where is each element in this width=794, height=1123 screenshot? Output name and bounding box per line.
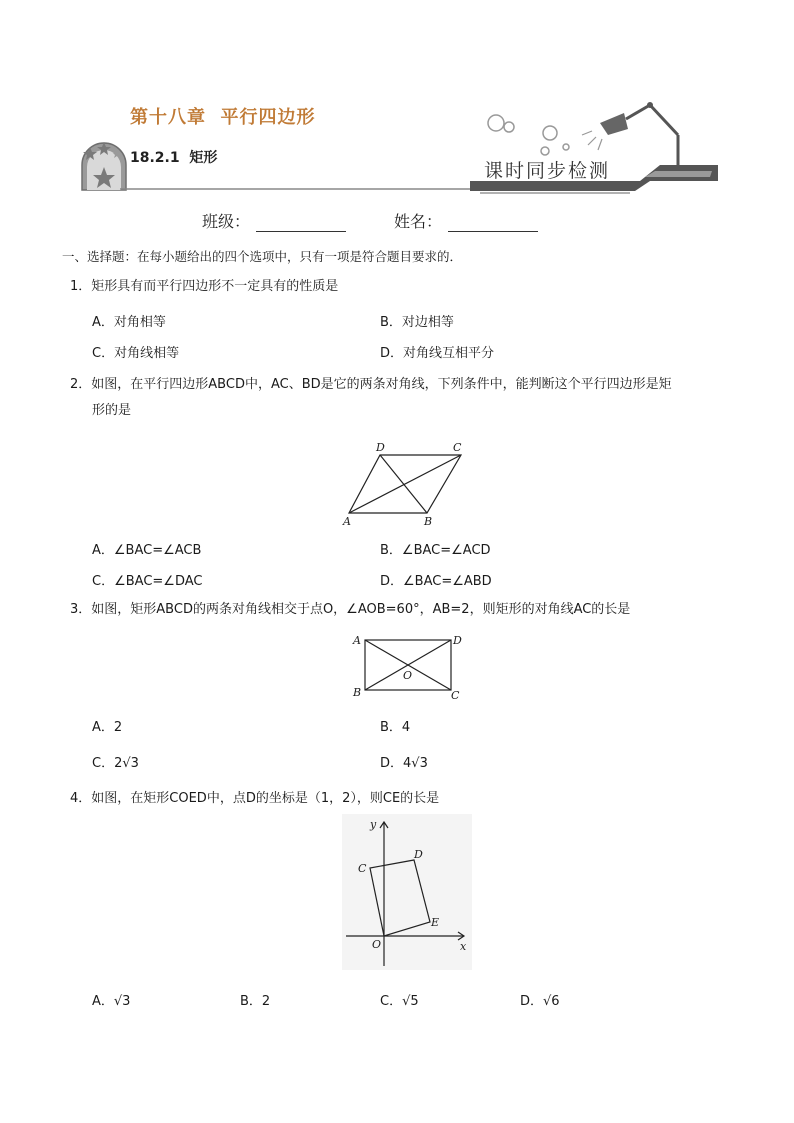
chapter-title: 第十八章 平行四边形 [130, 107, 316, 128]
option-a[interactable]: A．∠BAC=∠ACB [92, 543, 202, 558]
label-e: E [431, 916, 440, 929]
label-y: y [370, 818, 377, 831]
parallelogram-figure [335, 437, 475, 527]
section-instructions: 一、选择题：在每小题给出的四个选项中，只有一项是符合题目要求的． [62, 249, 463, 264]
question-1 [70, 274, 750, 300]
option-d[interactable]: D．∠BAC=∠ABD [380, 574, 492, 589]
label-b: B [424, 515, 433, 527]
star-badge-icon [82, 142, 126, 190]
question-text: 矩形具有而平行四边形不一定具有的性质是 [91, 279, 339, 294]
question-4 [70, 786, 750, 812]
question-text-line1: 如图，在平行四边形ABCD中，AC、BD是它的两条对角线，下列条件中，能判断这个平行四边形是矩 [91, 377, 672, 392]
option-d[interactable]: D．对角线互相平分 [380, 346, 495, 361]
option-b[interactable]: B．2 [240, 994, 271, 1009]
label-o: O [403, 669, 413, 682]
class-blank[interactable] [256, 215, 346, 232]
label-d: D [414, 848, 423, 861]
option-c[interactable]: C．2√3 [92, 756, 139, 771]
name-field[interactable] [394, 209, 538, 232]
class-label: 班级： [202, 212, 251, 231]
section-title: 18.2.1 矩形 [130, 150, 218, 166]
question-number: 4． [70, 791, 92, 806]
option-d[interactable]: D．√6 [520, 994, 560, 1009]
label-o: O [372, 938, 382, 951]
label-c: C [358, 862, 367, 875]
option-a[interactable]: A．对角相等 [92, 315, 166, 330]
question-2 [70, 372, 750, 424]
banner-title: 课时同步检测 [484, 160, 611, 182]
option-a[interactable]: A．√3 [92, 994, 131, 1009]
bubble-decoration [488, 115, 569, 155]
option-c[interactable]: C．∠BAC=∠DAC [92, 574, 203, 589]
option-c[interactable]: C．√5 [380, 994, 419, 1009]
rectangle-figure [345, 630, 470, 702]
question-number: 3． [70, 602, 92, 617]
option-c[interactable]: C．对角线相等 [92, 346, 180, 361]
label-a: A [343, 515, 351, 527]
label-c: C [451, 689, 460, 702]
name-label: 姓名： [394, 212, 443, 231]
label-d: D [453, 634, 462, 647]
header-decoration [0, 95, 794, 205]
label-b: B [353, 686, 362, 699]
question-number: 1． [70, 279, 92, 294]
diagonal-bd [380, 455, 427, 513]
option-a[interactable]: A．2 [92, 720, 123, 735]
question-number: 2． [70, 377, 92, 392]
option-d[interactable]: D．4√3 [380, 756, 428, 771]
question-text: 如图，在矩形COED中，点D的坐标是（1，2），则CE的长是 [91, 791, 440, 806]
option-b[interactable]: B．4 [380, 720, 411, 735]
label-d: D [376, 441, 385, 454]
label-x: x [460, 940, 467, 953]
label-a: A [353, 634, 361, 647]
question-text-line2: 形的是 [92, 403, 132, 418]
option-b[interactable]: B．∠BAC=∠ACD [380, 543, 491, 558]
question-text: 如图，矩形ABCD的两条对角线相交于点O，∠AOB=60°，AB=2，则矩形的对角线AC的长是 [91, 602, 631, 617]
coordinate-figure [342, 814, 472, 970]
option-b[interactable]: B．对边相等 [380, 315, 454, 330]
class-field[interactable] [202, 209, 346, 232]
label-c: C [453, 441, 462, 454]
name-blank[interactable] [448, 215, 538, 232]
question-3 [70, 597, 750, 623]
